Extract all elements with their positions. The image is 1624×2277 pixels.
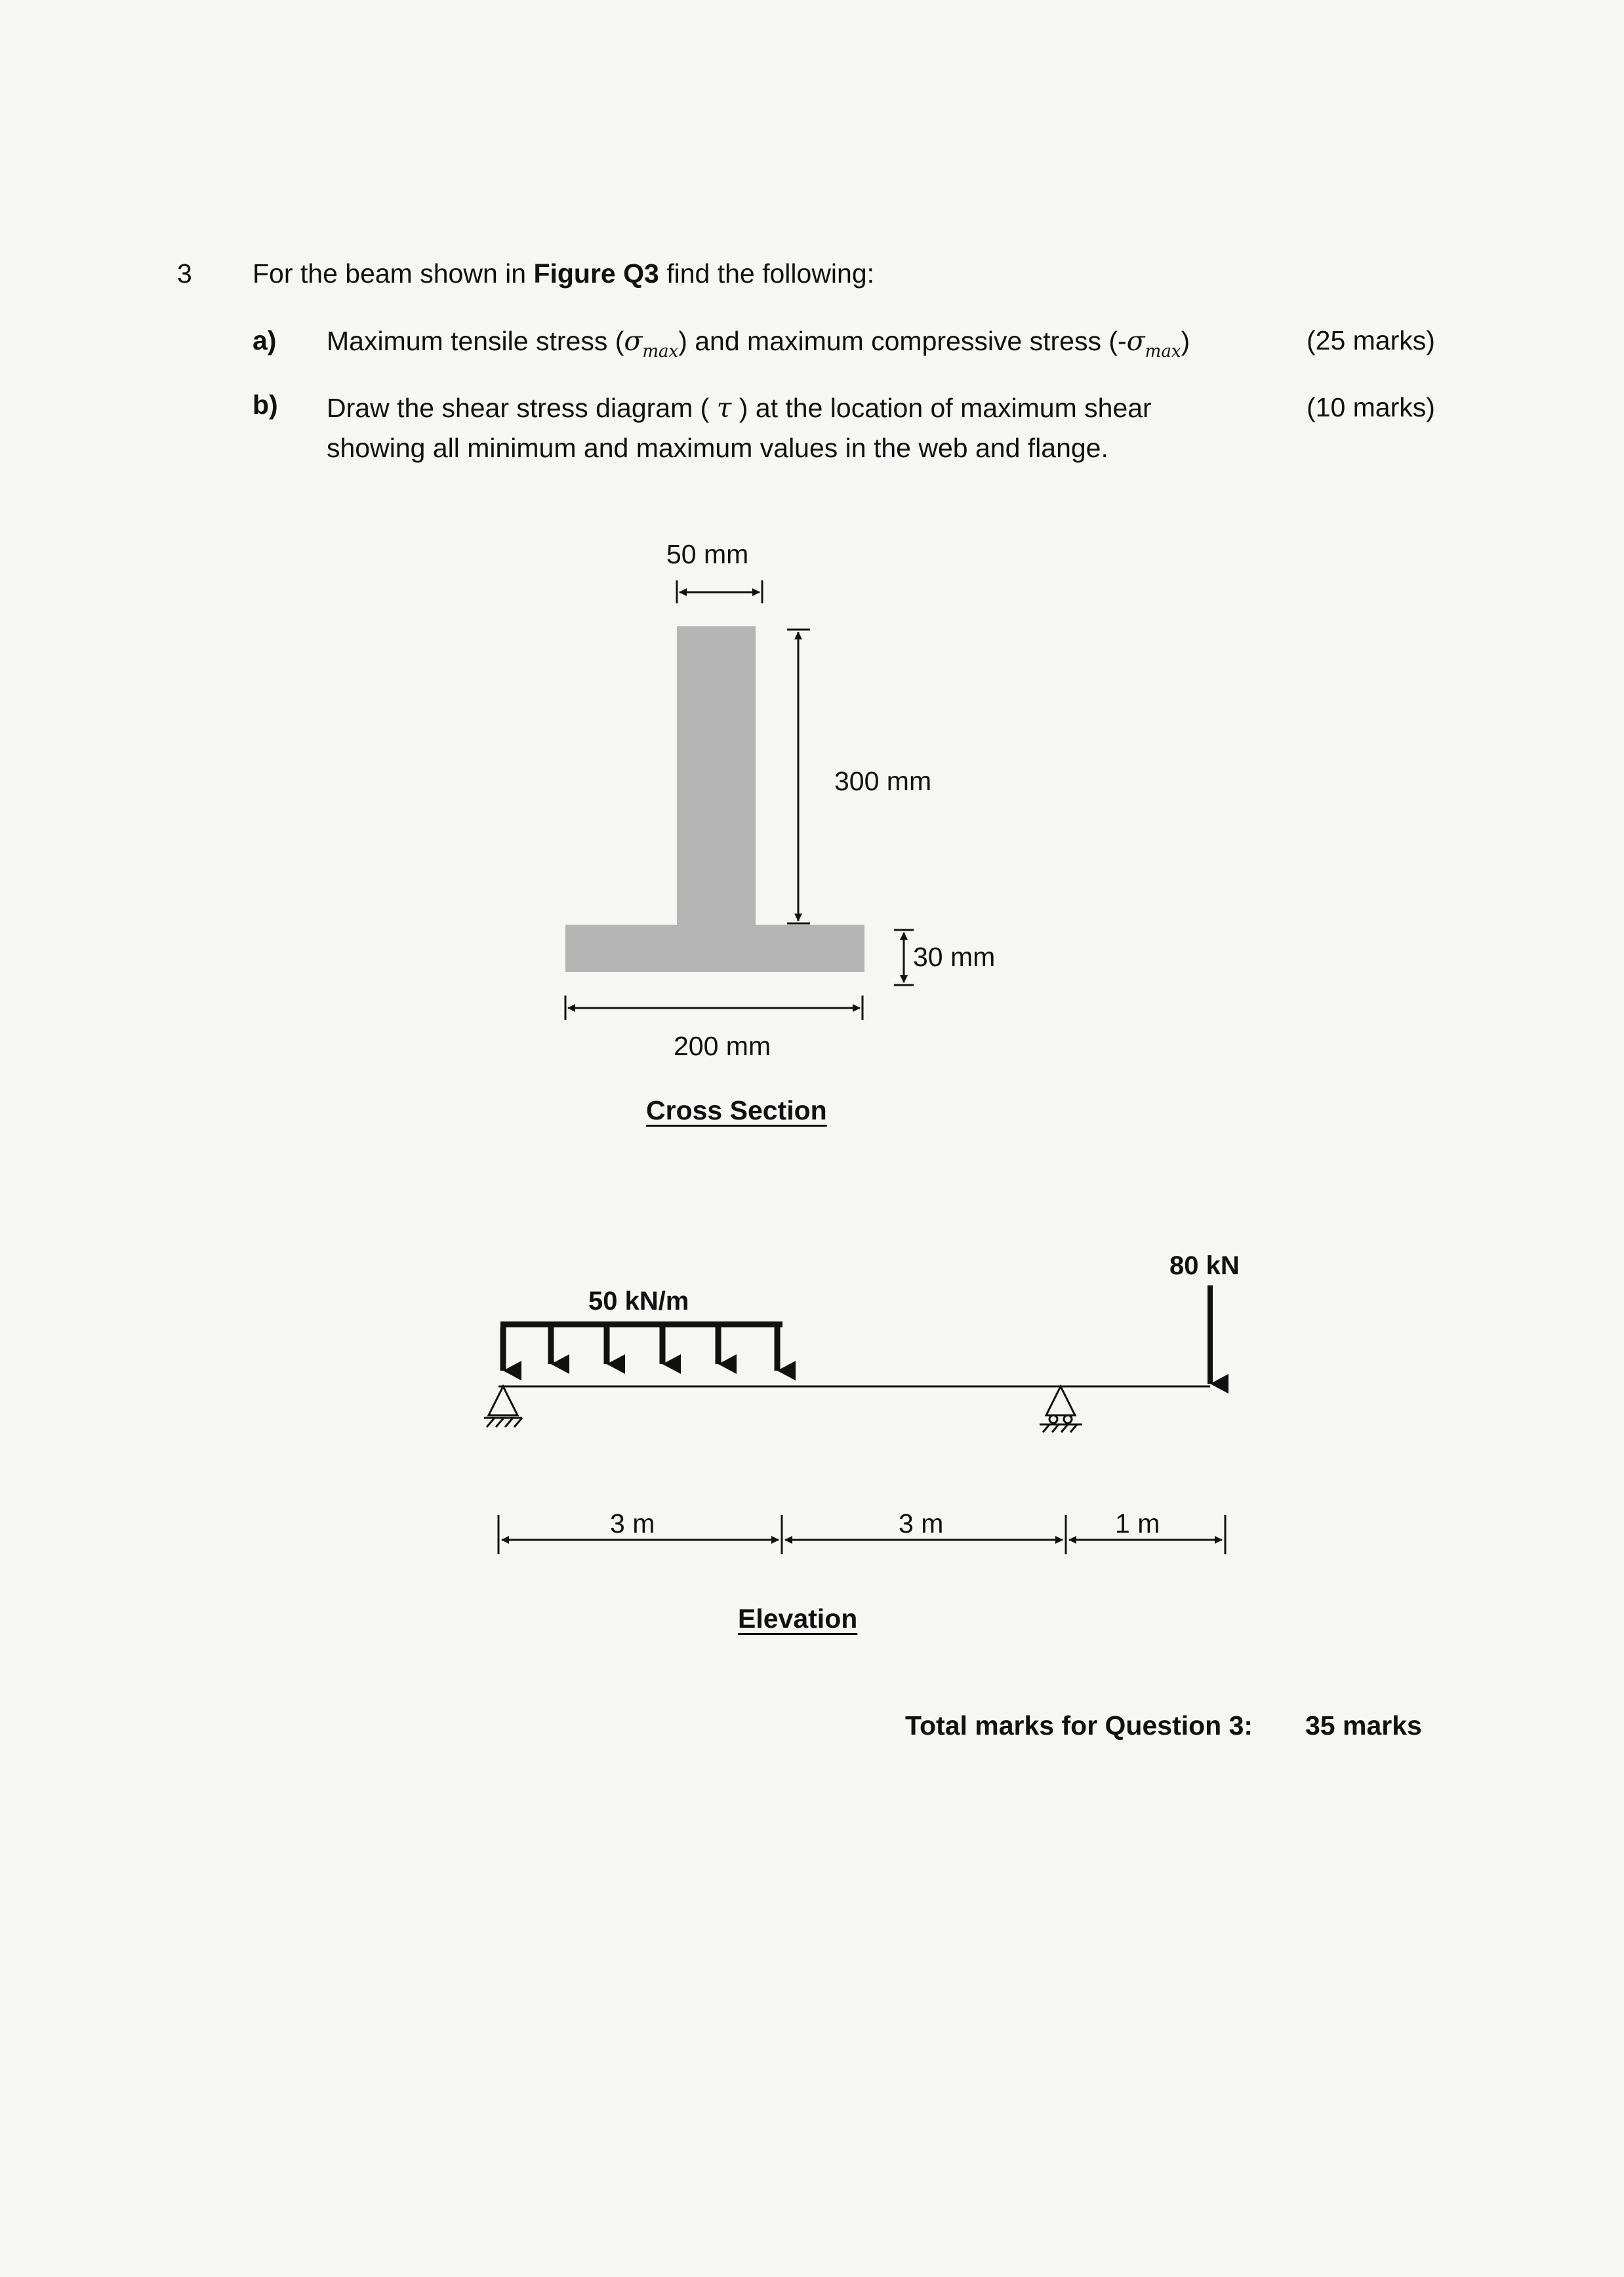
sigma-subscript-2: max <box>1145 342 1181 361</box>
part-b-marks: (10 marks) <box>1307 392 1435 422</box>
cross-section-caption: Cross Section <box>646 1095 827 1125</box>
tau-symbol: τ <box>716 392 732 424</box>
t-section-shape <box>565 626 864 972</box>
elevation-caption: Elevation <box>738 1603 858 1634</box>
flange-thickness-label: 30 mm <box>913 942 996 972</box>
flange-thickness-dimension <box>894 930 914 985</box>
total-marks-label: Total marks for Question 3: <box>905 1710 1253 1741</box>
part-b-label: b) <box>253 390 278 420</box>
udl-label: 50 kN/m <box>588 1287 689 1316</box>
part-b-line1-pre: Draw the shear stress diagram ( <box>327 393 717 423</box>
part-b-line1-post: ) at the location of maximum shear <box>731 393 1152 423</box>
sigma-symbol: σ <box>624 325 643 357</box>
intro-text-pre: For the beam shown in <box>253 258 534 289</box>
sigma-subscript: max <box>642 342 679 361</box>
web-width-dimension <box>677 580 762 603</box>
web-height-label: 300 mm <box>834 766 932 796</box>
span-label-1: 3 m <box>610 1508 655 1539</box>
web-width-label: 50 mm <box>666 539 749 569</box>
flange-rect <box>565 925 864 972</box>
part-b-line2: showing all minimum and maximum values in the web and flange. <box>327 433 1108 463</box>
total-marks-value: 35 marks <box>1305 1710 1422 1741</box>
web-rect <box>677 626 756 925</box>
figure-reference: Figure Q3 <box>533 258 659 289</box>
part-a-text-post: ) <box>1181 326 1190 356</box>
udl-load <box>500 1321 782 1371</box>
question-number: 3 <box>177 258 192 289</box>
intro-text-post: find the following: <box>659 258 875 289</box>
udl-top-bar <box>500 1321 782 1327</box>
span-label-3: 1 m <box>1115 1508 1160 1539</box>
part-a-text-mid: ) and maximum compressive stress (- <box>678 326 1127 356</box>
web-height-dimension <box>787 630 810 923</box>
flange-width-label: 200 mm <box>674 1031 771 1061</box>
part-a-label: a) <box>253 325 277 355</box>
roller-support <box>1040 1386 1082 1432</box>
part-a-marks: (25 marks) <box>1307 325 1435 355</box>
pin-support <box>484 1386 522 1427</box>
point-load-label: 80 kN <box>1169 1251 1240 1280</box>
part-a-text-pre: Maximum tensile stress ( <box>327 326 624 356</box>
span-label-2: 3 m <box>899 1508 944 1539</box>
flange-width-dimension <box>565 996 863 1020</box>
sigma-symbol-2: σ <box>1126 325 1145 357</box>
